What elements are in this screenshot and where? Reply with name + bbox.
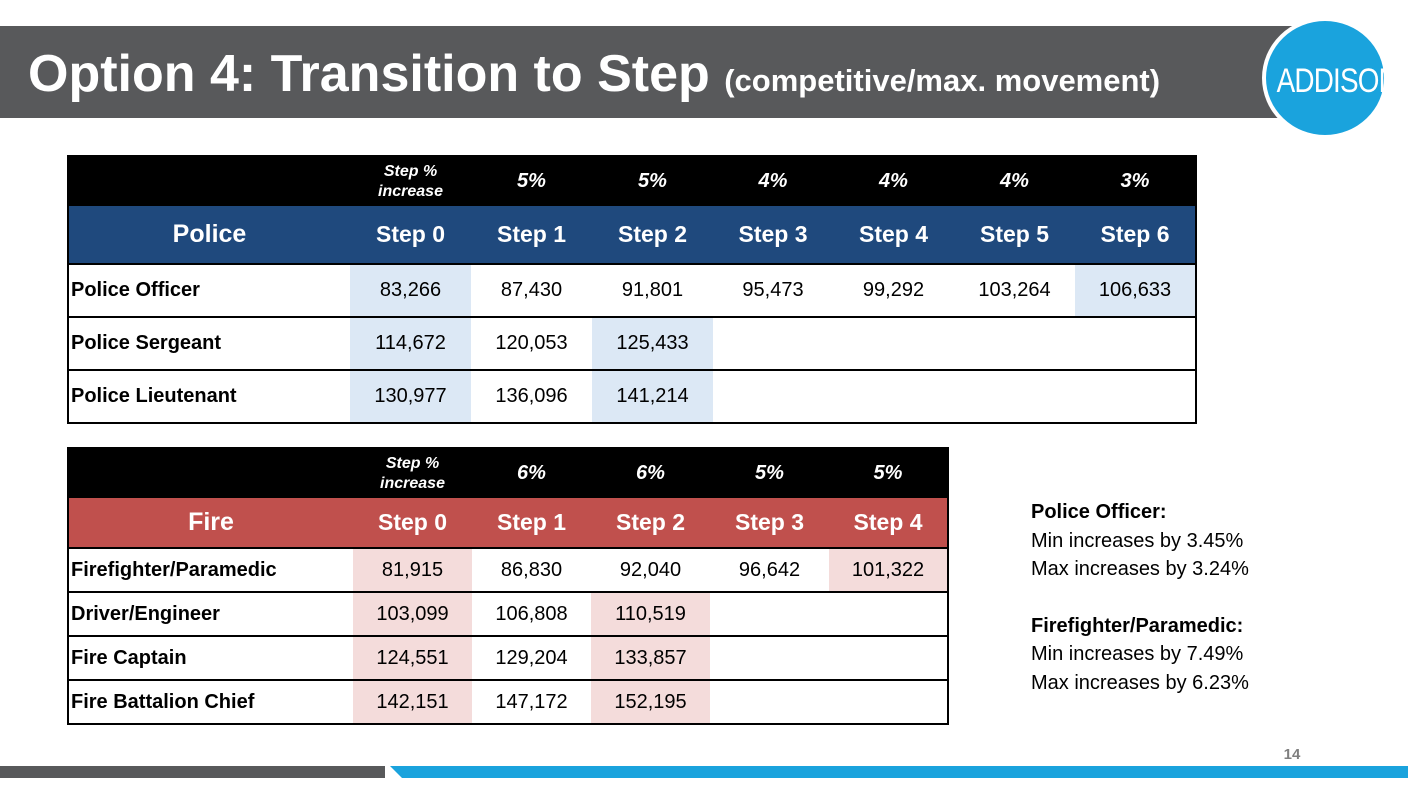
step-percent: 4% (833, 156, 954, 206)
page-number: 14 (1283, 746, 1301, 763)
table-row (68, 548, 948, 592)
salary-cell: 95,473 (713, 264, 833, 317)
step-percent: 3% (1075, 156, 1196, 206)
footer-blue-bar (390, 766, 1408, 778)
salary-cell: 87,430 (471, 264, 592, 317)
step-header: Step 2 (591, 498, 710, 548)
salary-cell (829, 636, 948, 680)
step-percent: 4% (954, 156, 1075, 206)
table-row (68, 636, 948, 680)
step-header: Step 2 (592, 206, 713, 264)
police-min-note: Min increases by 3.45% (1031, 529, 1244, 552)
step-percent: 5% (829, 448, 948, 498)
salary-cell (710, 592, 829, 636)
position-name: Fire Captain (68, 636, 353, 680)
salary-cell: 130,977 (350, 370, 471, 423)
position-name: Police Officer (68, 264, 350, 317)
salary-cell: 86,830 (472, 548, 591, 592)
table-row (68, 680, 948, 724)
position-name: Police Sergeant (68, 317, 350, 370)
summary-notes (1031, 498, 1371, 697)
step-percent: 5% (710, 448, 829, 498)
position-name: Fire Battalion Chief (68, 680, 353, 724)
salary-cell: 101,322 (829, 548, 948, 592)
step-header: Step 3 (710, 498, 829, 548)
note-spacer (1031, 584, 1371, 612)
salary-cell (833, 317, 954, 370)
slide-title (28, 44, 1160, 111)
step-header: Step 1 (471, 206, 592, 264)
step-percent-label: Step % increase (350, 156, 471, 206)
salary-cell: 136,096 (471, 370, 592, 423)
salary-cell (710, 636, 829, 680)
salary-cell (710, 680, 829, 724)
title-subtitle: (competitive/max. movement) (724, 63, 1161, 98)
salary-cell: 141,214 (592, 370, 713, 423)
step-percent: 5% (592, 156, 713, 206)
step-percent-row (68, 448, 948, 498)
table-row (68, 264, 1196, 317)
logo-text: ADDISON (1276, 62, 1398, 100)
fire-note-heading: Firefighter/Paramedic: (1031, 614, 1244, 637)
salary-cell (829, 592, 948, 636)
salary-cell: 103,264 (954, 264, 1075, 317)
police-step-table (67, 155, 1197, 424)
step-percent: 5% (471, 156, 592, 206)
salary-cell (833, 370, 954, 423)
salary-cell: 99,292 (833, 264, 954, 317)
header-blank-cell (68, 156, 350, 206)
salary-cell: 106,633 (1075, 264, 1196, 317)
step-header: Step 3 (713, 206, 833, 264)
title-main: Option 4: Transition to Step (28, 45, 710, 103)
salary-cell (954, 317, 1075, 370)
step-header: Step 0 (350, 206, 471, 264)
department-label: Fire (68, 498, 353, 548)
table-row (68, 317, 1196, 370)
step-percent-label: Step % increase (353, 448, 472, 498)
position-name: Firefighter/Paramedic (68, 548, 353, 592)
salary-cell: 106,808 (472, 592, 591, 636)
step-header: Step 0 (353, 498, 472, 548)
department-label: Police (68, 206, 350, 264)
fire-step-table (67, 447, 949, 725)
salary-cell: 124,551 (353, 636, 472, 680)
salary-cell (1075, 317, 1196, 370)
step-header: Step 6 (1075, 206, 1196, 264)
salary-cell: 129,204 (472, 636, 591, 680)
salary-cell: 103,099 (353, 592, 472, 636)
salary-cell (1075, 370, 1196, 423)
step-header: Step 1 (472, 498, 591, 548)
salary-cell: 133,857 (591, 636, 710, 680)
salary-cell: 81,915 (353, 548, 472, 592)
addison-logo (1262, 17, 1398, 139)
salary-cell: 91,801 (592, 264, 713, 317)
salary-cell: 142,151 (353, 680, 472, 724)
position-name: Driver/Engineer (68, 592, 353, 636)
step-header: Step 5 (954, 206, 1075, 264)
step-header-row (68, 206, 1196, 264)
salary-cell (713, 370, 833, 423)
salary-cell: 114,672 (350, 317, 471, 370)
step-percent: 4% (713, 156, 833, 206)
salary-cell: 120,053 (471, 317, 592, 370)
fire-max-note: Max increases by 6.23% (1031, 671, 1249, 694)
salary-cell: 96,642 (710, 548, 829, 592)
step-percent-row (68, 156, 1196, 206)
salary-cell: 83,266 (350, 264, 471, 317)
header-blank-cell (68, 448, 353, 498)
step-percent: 6% (591, 448, 710, 498)
salary-cell (713, 317, 833, 370)
salary-cell: 152,195 (591, 680, 710, 724)
step-header-row (68, 498, 948, 548)
police-max-note: Max increases by 3.24% (1031, 558, 1249, 580)
salary-cell (954, 370, 1075, 423)
step-percent: 6% (472, 448, 591, 498)
salary-cell: 110,519 (591, 592, 710, 636)
table-row (68, 592, 948, 636)
salary-cell: 125,433 (592, 317, 713, 370)
salary-cell: 147,172 (472, 680, 591, 724)
fire-min-note: Min increases by 7.49% (1031, 643, 1244, 665)
position-name: Police Lieutenant (68, 370, 350, 423)
salary-cell (829, 680, 948, 724)
police-note-heading: Police Officer: (1031, 501, 1167, 523)
table-row (68, 370, 1196, 423)
salary-cell: 92,040 (591, 548, 710, 592)
step-header: Step 4 (829, 498, 948, 548)
footer-gray-bar (0, 766, 385, 778)
step-header: Step 4 (833, 206, 954, 264)
